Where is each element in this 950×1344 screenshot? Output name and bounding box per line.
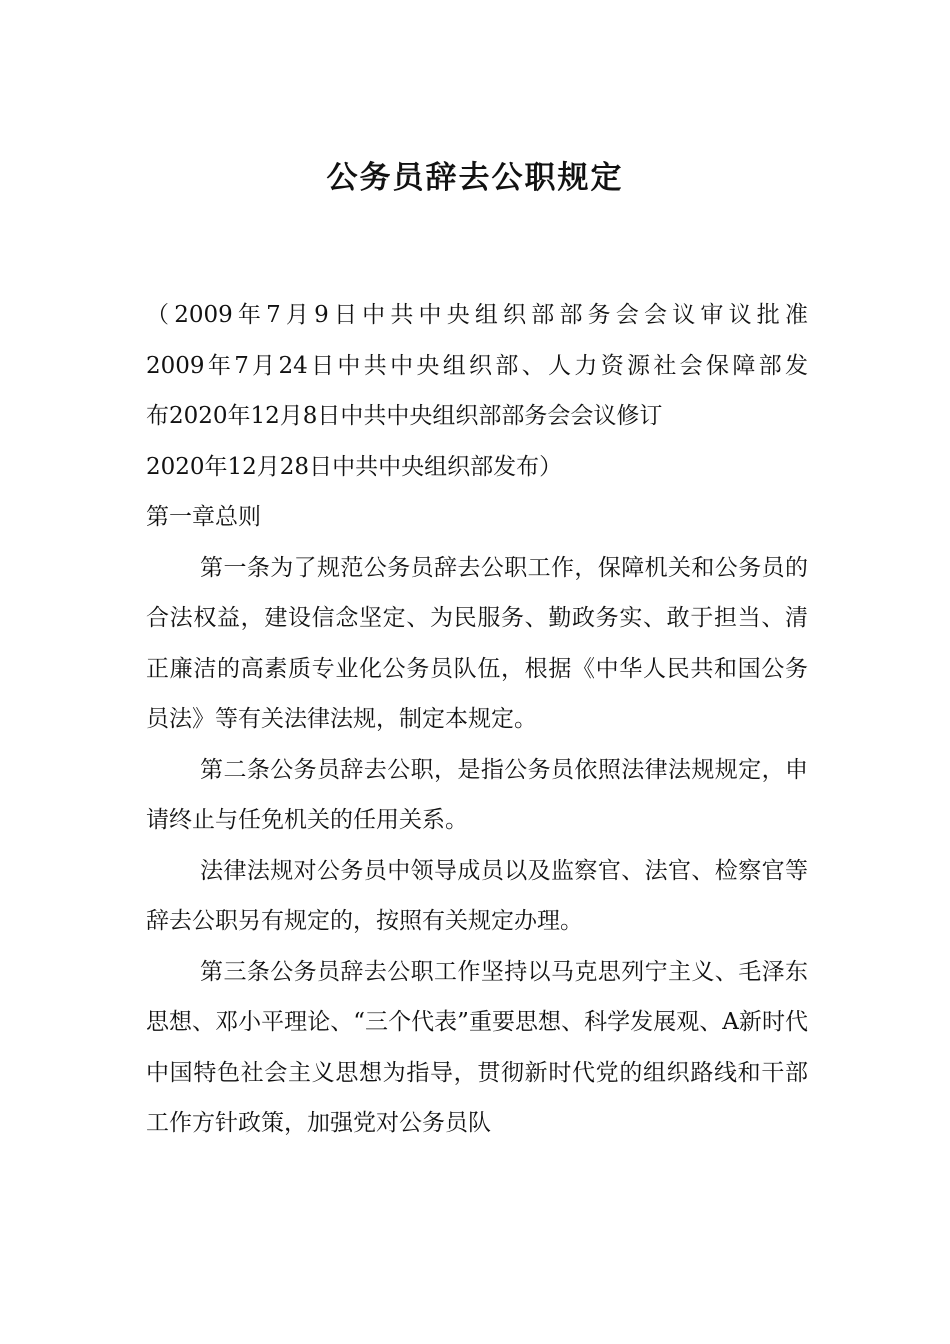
article-paragraph: 第一条为了规范公务员辞去公职工作，保障机关和公务员的合法权益，建设信念坚定、为民服务、勤政务实、敢于担当、清正廉洁的高素质专业化公务员队伍，根据《中华人民共和国公务员法》等有关法律法规，制定本规定。 [146,554,808,732]
source-note-line: （2009年7月9日中共中央组织部部务会会议审议批准 [146,302,808,328]
document-body [146,290,808,1149]
source-note-line: 布2020年12月8日中共中央组织部部务会会议修订 [146,403,663,429]
chapter-heading: 第一章总则 [146,504,261,530]
source-note-line: 2009年7月24日中共中央组织部、人力资源社会保障部发 [146,352,808,379]
source-note-line: 2020年12月28日中共中央组织部发布） [146,453,563,480]
article-paragraph: 法律法规对公务员中领导成员以及监察官、法官、检察官等辞去公职另有规定的，按照有关规定办理。 [146,857,808,934]
article-paragraph: 第三条公务员辞去公职工作坚持以马克思列宁主义、毛泽东思想、邓小平理论、“三个代表”重要思想、科学发展观、A新时代中国特色社会主义思想为指导，贯彻新时代党的组织路线和干部工作方针政策，加强党对公务员队 [146,958,808,1136]
article-paragraph: 第二条公务员辞去公职，是指公务员依照法律法规规定，申请终止与任免机关的任用关系。 [146,756,808,833]
document-title: 公务员辞去公职规定 [326,160,624,196]
